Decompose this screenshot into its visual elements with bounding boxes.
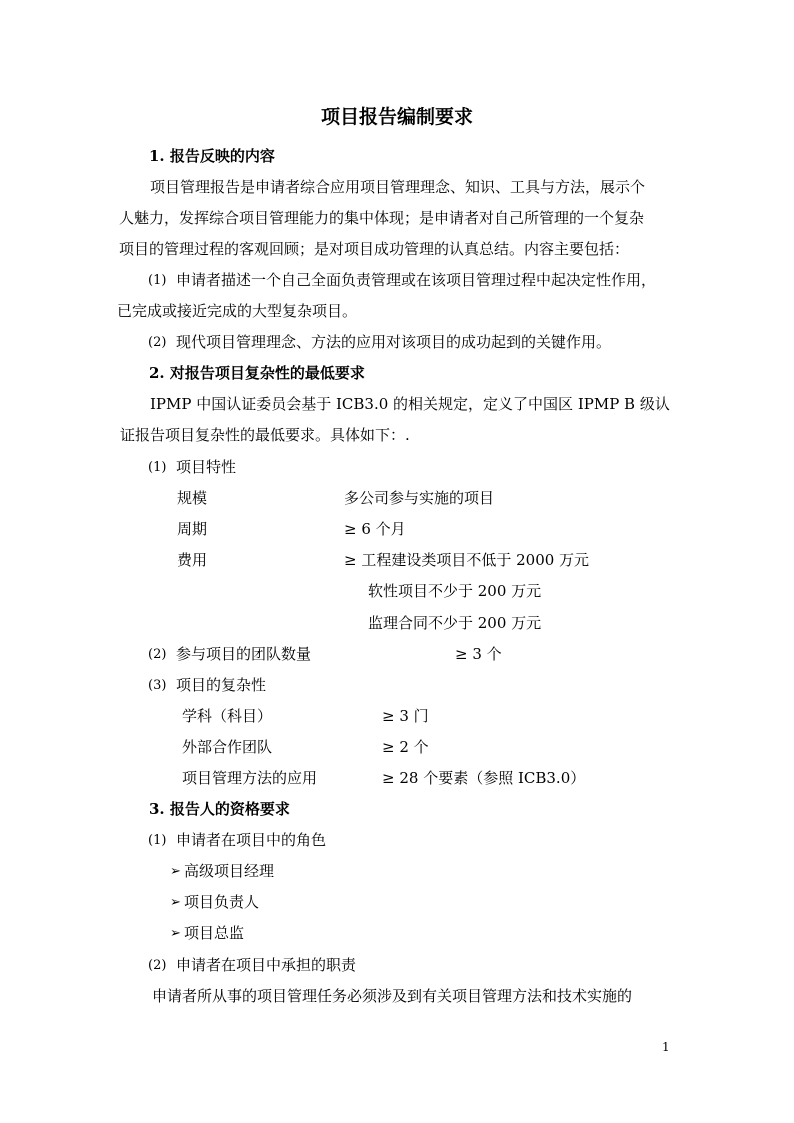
bullet-item: 项目总监 [184, 924, 245, 942]
section-1-heading: 1. 报告反映的内容 [149, 147, 275, 165]
paragraph-line: 证报告项目复杂性的最低要求。具体如下：. [120, 426, 410, 444]
property-key: 学科（科目） [182, 707, 273, 725]
property-value: 软性项目不少于 200 万元 [368, 582, 542, 600]
paragraph-line: IPMP 中国认证委员会基于 ICB3.0 的相关规定，定义了中国区 IPMP B 级认 [150, 395, 670, 413]
list-item-label: 参与项目的团队数量 [176, 645, 312, 663]
list-item-label: 项目的复杂性 [176, 676, 267, 694]
property-key: 项目管理方法的应用 [182, 769, 318, 787]
property-value: ≥ 3 门 [382, 707, 429, 725]
list-item-label: 申请者在项目中承担的职责 [176, 956, 357, 974]
paragraph-line: 项目管理报告是申请者综合应用项目管理理念、知识、工具与方法，展示个 [150, 178, 646, 196]
property-value: ≥ 工程建设类项目不低于 2000 万元 [344, 551, 590, 569]
arrow-bullet-icon: ➢ [170, 926, 181, 941]
property-value: 多公司参与实施的项目 [344, 489, 495, 507]
property-value: ≥ 3 个 [455, 645, 502, 663]
page-number: 1 [662, 1040, 670, 1054]
list-number: (1) [148, 273, 167, 288]
bullet-item: 项目负责人 [184, 893, 260, 911]
paragraph-line: 人魅力，发挥综合项目管理能力的集中体现；是申请者对自己所管理的一个复杂 [119, 209, 645, 227]
arrow-bullet-icon: ➢ [170, 895, 181, 910]
arrow-bullet-icon: ➢ [170, 864, 181, 879]
bullet-item: 高级项目经理 [184, 862, 275, 880]
list-item: 现代项目管理理念、方法的应用对该项目的成功起到的关键作用。 [176, 333, 612, 351]
property-key: 周期 [177, 520, 208, 538]
list-number: (2) [148, 647, 167, 662]
property-value: ≥ 2 个 [382, 738, 429, 756]
property-value: 监理合同不少于 200 万元 [368, 614, 542, 632]
list-number: (2) [148, 335, 167, 350]
list-number: (3) [148, 678, 167, 693]
section-3-heading: 3. 报告人的资格要求 [149, 800, 290, 818]
paragraph-line: 项目的管理过程的客观回顾；是对项目成功管理的认真总结。内容主要包括： [119, 240, 630, 258]
list-item-label: 项目特性 [176, 458, 237, 476]
list-item: 申请者描述一个自己全面负责管理或在该项目管理过程中起决定性作用， [176, 271, 657, 289]
property-key: 外部合作团队 [182, 738, 273, 756]
document-title: 项目报告编制要求 [320, 106, 473, 128]
list-item-label: 申请者在项目中的角色 [176, 831, 327, 849]
list-number: (1) [148, 833, 167, 848]
property-value: ≥ 28 个要素（参照 ICB3.0） [382, 769, 586, 787]
property-key: 规模 [177, 489, 208, 507]
paragraph-line: 申请者所从事的项目管理任务必须涉及到有关项目管理方法和技术实施的 [152, 987, 633, 1005]
list-number: (1) [148, 460, 167, 475]
property-value: ≥ 6 个月 [344, 520, 406, 538]
list-number: (2) [148, 958, 167, 973]
property-key: 费用 [177, 551, 208, 569]
list-item-continuation: 已完成或接近完成的大型复杂项目。 [117, 302, 358, 320]
section-2-heading: 2. 对报告项目复杂性的最低要求 [149, 364, 365, 382]
